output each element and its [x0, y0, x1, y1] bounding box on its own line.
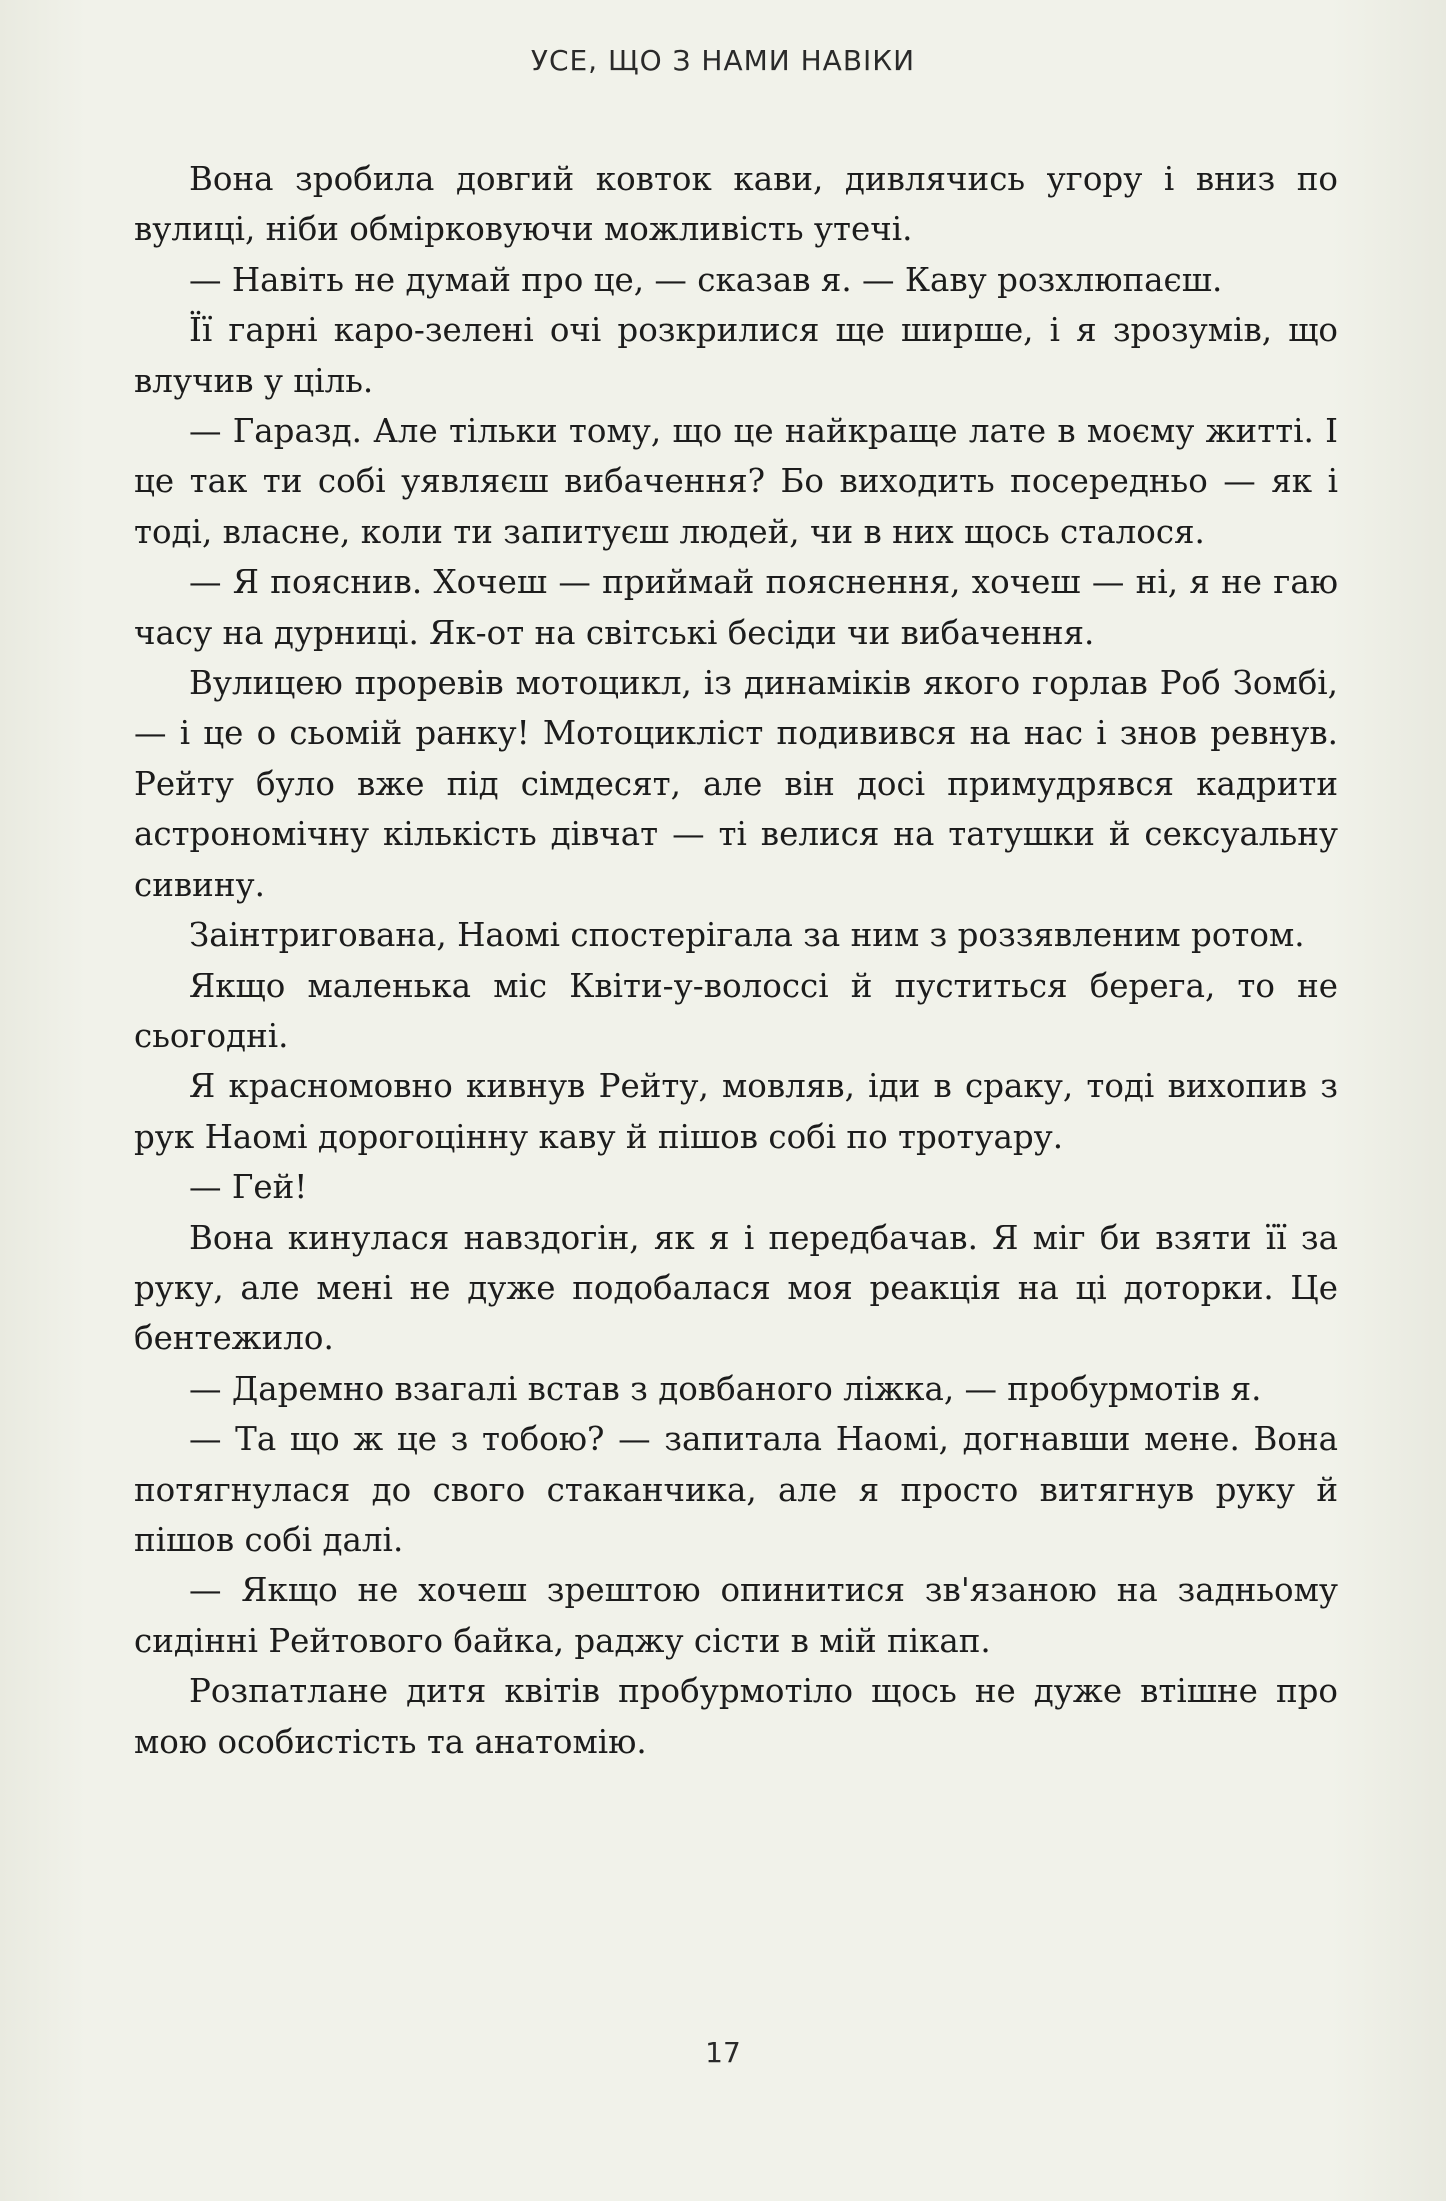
paragraph: — Даремно взагалі встав з довбаного ліжка, — пробурмотів я. [189, 1369, 1262, 1408]
paragraph: Вона кинулася навздогін, як я і передбачав. Я міг би взяти її за руку, але мені не дуже подобалася моя реакція на ці доторки. Це бентежило. [134, 1218, 1338, 1358]
paragraph: Я красномовно кивнув Рейту, мовляв, іди в сраку, тоді вихопив з рук Наомі дорогоцінну каву й пішов собі по тротуару. [134, 1067, 1338, 1156]
paragraph: Її гарні каро-зелені очі розкрилися ще ширше, і я зрозумів, що влучив у ціль. [134, 311, 1338, 400]
paragraph: — Навіть не думай про це, — сказав я. — Каву розхлюпаєш. [189, 260, 1223, 299]
paragraph: Заінтригована, Наомі спостерігала за ним з роззявленим ротом. [189, 916, 1305, 955]
paragraph: — Гаразд. Але тільки тому, що це найкраще лате в моєму житті. І це так ти собі уявляєш вибачення? Бо виходить посередньо — як і тоді, власне, коли ти запитуєш людей, чи в них щось сталося. [134, 412, 1338, 551]
paragraph: Розпатлане дитя квітів пробурмотіло щось не дуже втішне про мою особистість та анатомію. [134, 1672, 1338, 1761]
paragraph: — Якщо не хочеш зрештою опинитися зв'язаною на задньому сидінні Рейтового байка, раджу сісти в мій пікап. [134, 1571, 1338, 1660]
paragraph: Якщо маленька міс Квіти-у-волоссі й пуститься берега, то не сьогодні. [134, 966, 1338, 1055]
paragraph: Вулицею проревів мотоцикл, із динаміків якого горлав Роб Зомбі, — і це о сьомій ранку! Мотоцикліст подивився на нас і знов ревнув. Рейту було вже під сімдесят, але він досі примудрявся кадрити астрономічну кількість дівчат — ті велися на татушки й сексуальну сивину. [134, 664, 1338, 904]
body-text [134, 154, 1338, 1767]
paragraph: — Гей! [189, 1168, 308, 1207]
page-number: 17 [705, 2036, 741, 2069]
paragraph: — Та що ж це з тобою? — запитала Наомі, догнавши мене. Вона потягнулася до свого стаканчика, але я просто витягнув руку й пішов собі далі. [134, 1420, 1338, 1559]
paragraph: Вона зробила довгий ковток кави, дивлячись угору і вниз по вулиці, ніби обмірковуючи можливість утечі. [134, 160, 1338, 249]
paragraph: — Я пояснив. Хочеш — приймай пояснення, хочеш — ні, я не гаю часу на дурниці. Як-от на світські бесіди чи вибачення. [134, 563, 1338, 652]
running-header: УСЕ, ЩО З НАМИ НАВІКИ [530, 44, 916, 77]
